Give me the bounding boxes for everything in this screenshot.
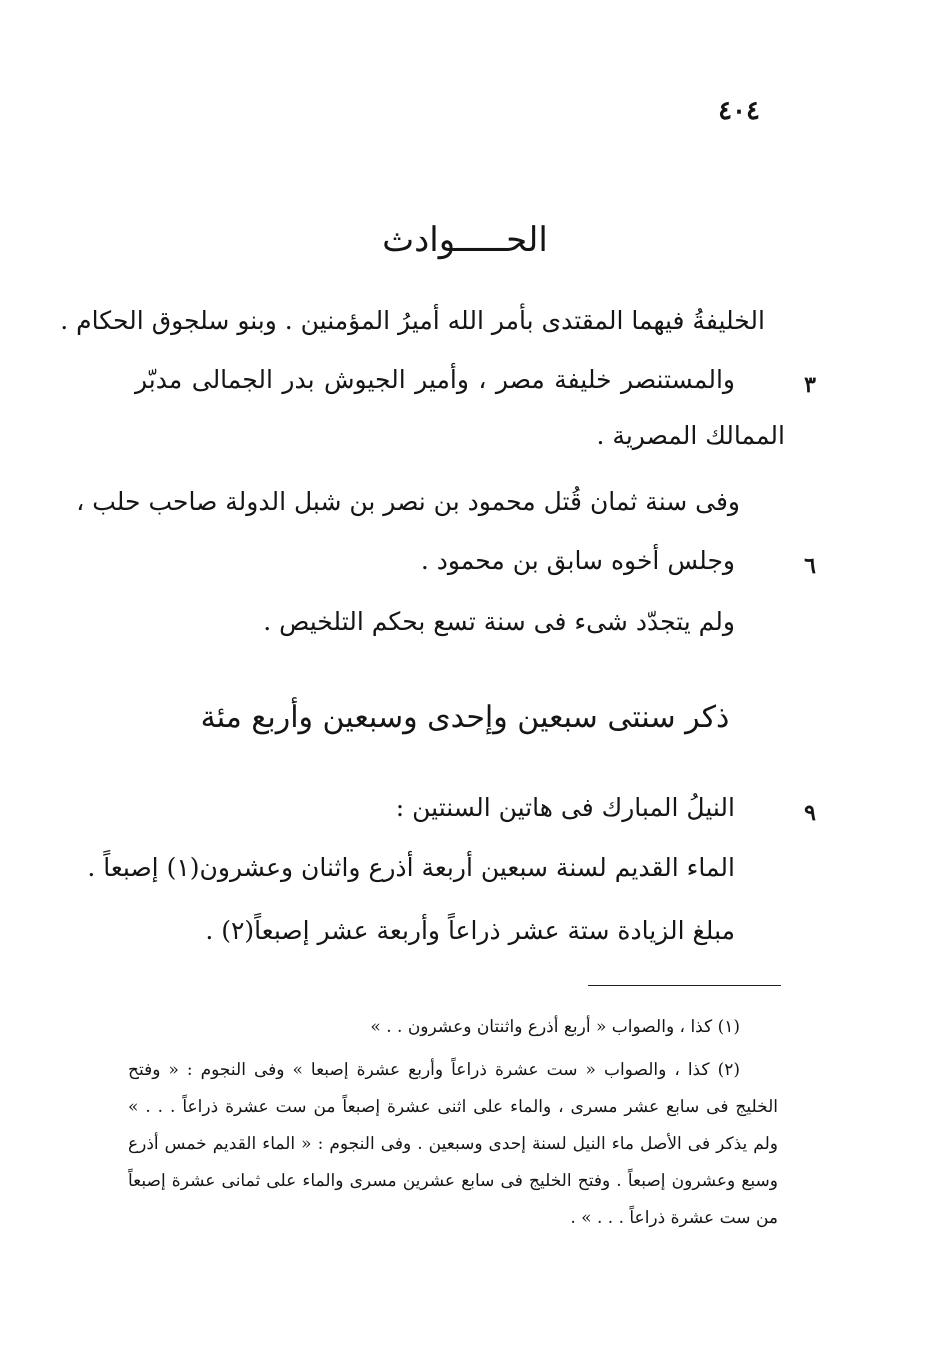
text-line: الخليفةُ فيهما المقتدى بأمر الله أميرُ المؤمنين . وبنو سلجوق الحكام .: [60, 306, 765, 335]
line-number: ٦: [804, 553, 816, 579]
footnote: (٢) كذا ، والصواب « ست عشرة ذراعاً وأربع عشرة إصبعا » وفى النجوم : « وفتح: [128, 1060, 740, 1080]
section-heading: الحـــــوادث: [382, 220, 548, 260]
text-line: النيلُ المبارك فى هاتين السنتين :: [395, 793, 735, 822]
years-heading: ذكر سنتى سبعين وإحدى وسبعين وأربع مئة: [200, 700, 730, 735]
text-line: وفى سنة ثمان قُتل محمود بن نصر بن شبل الدولة صاحب حلب ،: [76, 487, 740, 516]
footnote: (١) كذا ، والصواب « أربع أذرع واثنتان وعشرون . . »: [370, 1017, 740, 1037]
line-number: ٩: [804, 800, 816, 826]
text-line: الماء القديم لسنة سبعين أربعة أذرع واثنان وعشرون(١) إصبعاً .: [87, 853, 735, 882]
page-number: ٤٠٤: [718, 96, 760, 126]
text-line: ولم يتجدّد شىء فى سنة تسع بحكم التلخيص .: [263, 607, 735, 636]
footnote: من ست عشرة ذراعاً . . . » .: [570, 1208, 778, 1228]
footnote-divider: [588, 985, 781, 986]
text-line: والمستنصر خليفة مصر ، وأمير الجيوش بدر الجمالى مدبّر: [135, 365, 735, 394]
footnote: ولم يذكر فى الأصل ماء النيل لسنة إحدى وسبعين . وفى النجوم : « الماء القديم خمس أذرع: [128, 1134, 778, 1154]
text-line: وجلس أخوه سابق بن محمود .: [420, 546, 735, 575]
footnote: وسبع وعشرون إصبعاً . وفتح الخليج فى سابع عشرين مسرى والماء على ثمانى عشرة إصبعاً: [128, 1171, 778, 1191]
text-line: مبلغ الزيادة ستة عشر ذراعاً وأربعة عشر إصبعاً(٢) .: [205, 916, 735, 945]
line-number: ٣: [804, 372, 816, 398]
footnote: الخليج فى سابع عشر مسرى ، والماء على اثنى عشرة إصبعاً من ست عشرة ذراعاً . . . »: [128, 1097, 778, 1117]
text-line: الممالك المصرية .: [596, 421, 785, 450]
